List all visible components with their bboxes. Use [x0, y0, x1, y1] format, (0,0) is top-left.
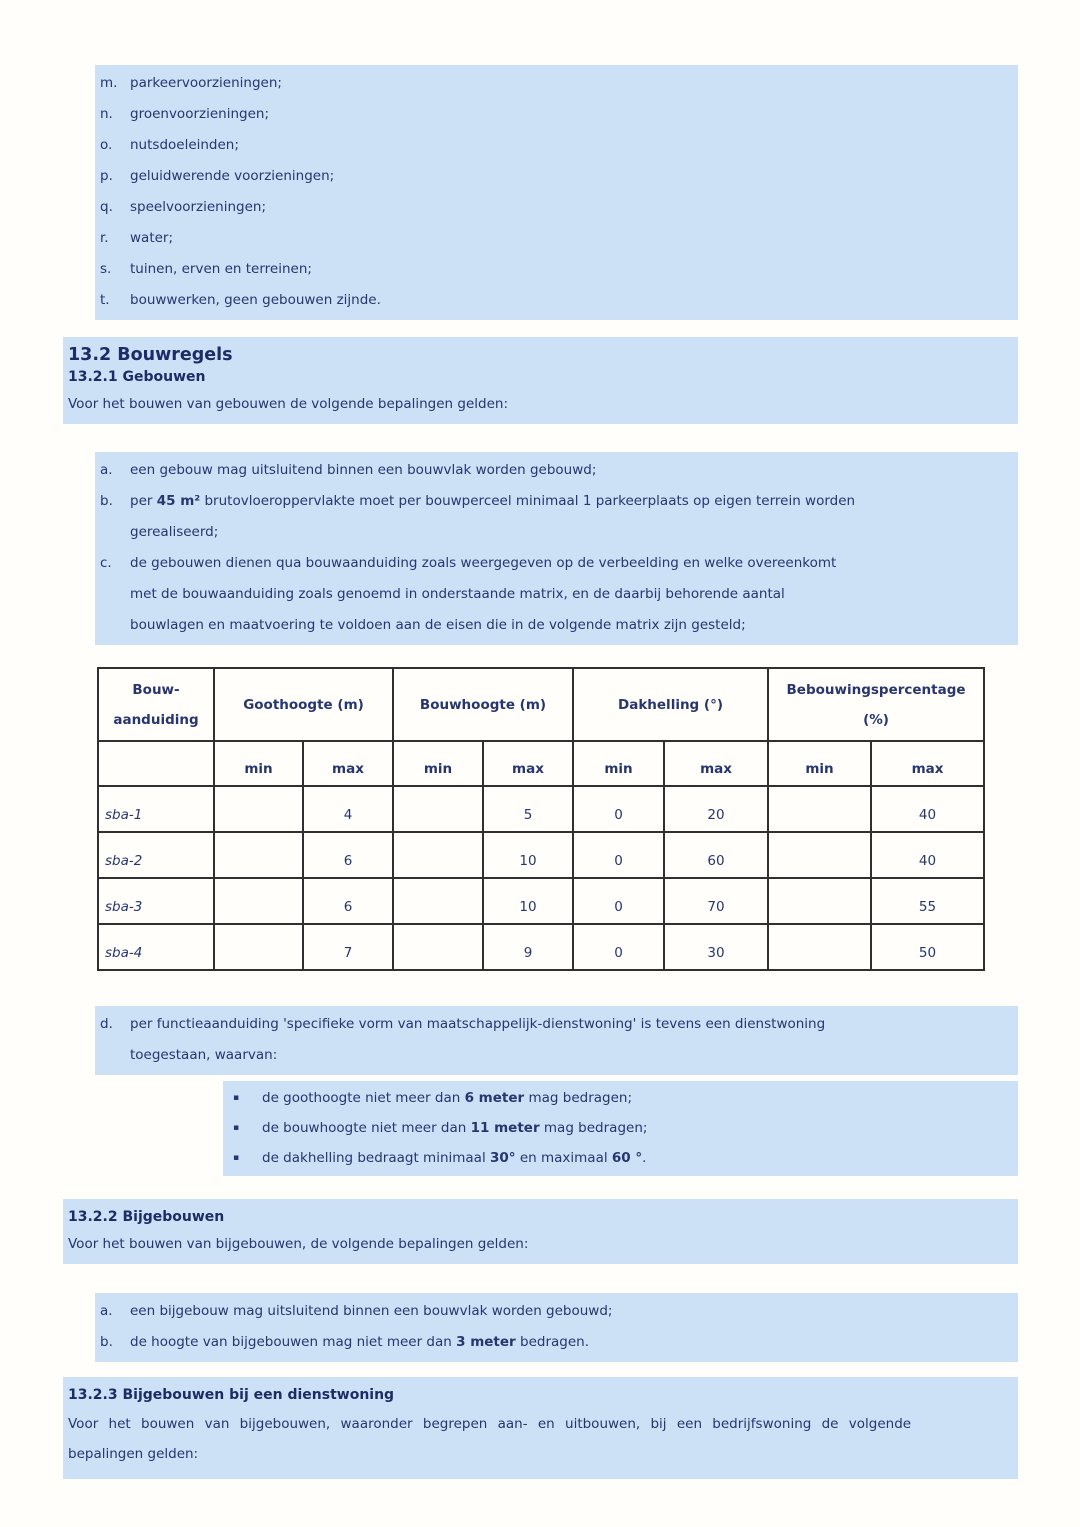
- max-header: max: [664, 741, 768, 786]
- list-item: [100, 161, 1014, 192]
- rule-item-b: [100, 486, 1014, 548]
- bullet-item: [233, 1083, 1014, 1113]
- list-item-label: r.: [100, 230, 109, 246]
- list-item-label: o.: [100, 137, 113, 153]
- cell-value: 55: [871, 878, 984, 924]
- bullet-item: [233, 1113, 1014, 1143]
- rules-list-gebouwen: [95, 452, 1018, 645]
- list-item-label: p.: [100, 168, 113, 184]
- list-item-text: geluidwerende voorzieningen;: [130, 168, 335, 184]
- list-item-label: s.: [100, 261, 112, 277]
- subsection-title: 13.2.3 Bijgebouwen bij een dienstwoning: [68, 1387, 395, 1403]
- rule-item-label: c.: [100, 555, 112, 571]
- cell-value: 40: [871, 786, 984, 832]
- rules-list-bijgebouwen: [95, 1293, 1018, 1362]
- subsection-title: 13.2.2 Bijgebouwen: [68, 1209, 225, 1225]
- list-item: [100, 223, 1014, 254]
- cell-value: [214, 786, 303, 832]
- dienstwoning-bullet-list: [223, 1081, 1018, 1176]
- cell-value: 40: [871, 832, 984, 878]
- cell-value: [768, 832, 871, 878]
- section-13-2-3-bijgebouwen-dienstwoning: [63, 1377, 1018, 1479]
- list-item: [100, 99, 1014, 130]
- cell-value: 6: [303, 878, 393, 924]
- section-13-2-bouwregels: [63, 337, 1018, 424]
- section-intro: Voor het bouwen van gebouwen de volgende bepalingen gelden:: [68, 396, 509, 412]
- list-item-text: groenvoorzieningen;: [130, 106, 269, 122]
- cell-value: 0: [573, 832, 664, 878]
- cell-value: [393, 832, 483, 878]
- min-header: min: [214, 741, 303, 786]
- rule-item-a: [100, 1296, 1014, 1327]
- bestemming-list-m-t: [95, 65, 1018, 320]
- min-header: min: [573, 741, 664, 786]
- table-row: [98, 786, 984, 832]
- rule-item-d-block: [95, 1006, 1018, 1075]
- rule-item-label: b.: [100, 493, 113, 509]
- table-subheader-row: [98, 741, 984, 786]
- rule-item-text: de hoogte van bijgebouwen mag niet meer dan 3 meter bedragen.: [130, 1334, 589, 1350]
- cell-value: 7: [303, 924, 393, 970]
- list-item-text: water;: [130, 230, 174, 246]
- list-item-text: tuinen, erven en terreinen;: [130, 261, 312, 277]
- min-header: min: [768, 741, 871, 786]
- rule-item-label: d.: [100, 1016, 113, 1032]
- list-item-label: n.: [100, 106, 113, 122]
- list-item-text: bouwwerken, geen gebouwen zijnde.: [130, 292, 381, 308]
- bouwaanduiding-matrix-table: [97, 667, 985, 971]
- rule-item-label: b.: [100, 1334, 113, 1350]
- row-name: sba-2: [98, 832, 214, 878]
- cell-value: 0: [573, 878, 664, 924]
- empty-cell: [98, 741, 214, 786]
- header-bouwhoogte: Bouwhoogte (m): [393, 668, 573, 741]
- rule-item-text: een bijgebouw mag uitsluitend binnen een bouwvlak worden gebouwd;: [130, 1303, 613, 1319]
- rule-item-text: per functieaanduiding 'specifieke vorm van maatschappelijk-dienstwoning' is tevens een dienstwoning toegestaan, waarvan:: [130, 1016, 826, 1063]
- cell-value: 30: [664, 924, 768, 970]
- table-row: [98, 832, 984, 878]
- section-intro: Voor het bouwen van bijgebouwen, waaronder begrepen aan- en uitbouwen, bij een bedrijfswoning de volgende bepalingen gelden:: [68, 1416, 912, 1462]
- rule-item-c: [100, 548, 1014, 641]
- section-title: 13.2 Bouwregels: [68, 345, 233, 365]
- header-goothoogte: Goothoogte (m): [214, 668, 393, 741]
- header-bouwaanduiding: Bouw- aanduiding: [98, 668, 214, 741]
- list-item: [100, 68, 1014, 99]
- cell-value: [768, 878, 871, 924]
- list-item: [100, 192, 1014, 223]
- cell-value: 70: [664, 878, 768, 924]
- cell-value: [214, 924, 303, 970]
- cell-value: 0: [573, 924, 664, 970]
- square-bullet-icon: ▪: [233, 1153, 240, 1163]
- list-item: [100, 285, 1014, 316]
- header-bebouwingspercentage: Bebouwingspercentage (%): [768, 668, 984, 741]
- rule-item-label: a.: [100, 462, 113, 478]
- min-header: min: [393, 741, 483, 786]
- list-item-label: t.: [100, 292, 110, 308]
- list-item-text: parkeervoorzieningen;: [130, 75, 282, 91]
- section-intro: Voor het bouwen van bijgebouwen, de volgende bepalingen gelden:: [68, 1236, 529, 1252]
- list-item-label: q.: [100, 199, 113, 215]
- max-header: max: [871, 741, 984, 786]
- rule-item-text: de gebouwen dienen qua bouwaanduiding zoals weergegeven op de verbeelding en welke overeenkomt met de bouwaanduiding zoals genoemd in onderstaande matrix, en de daarbij behorende aantal bouwlagen en maatvoering te voldoen aan de eisen die in de volgende matrix zijn gesteld;: [130, 555, 837, 633]
- list-item-text: nutsdoeleinden;: [130, 137, 239, 153]
- cell-value: [768, 786, 871, 832]
- cell-value: [393, 786, 483, 832]
- cell-value: [214, 832, 303, 878]
- list-item: [100, 254, 1014, 285]
- row-name: sba-4: [98, 924, 214, 970]
- table-header-row: [98, 668, 984, 741]
- table-row: [98, 924, 984, 970]
- bullet-item-text: de bouwhoogte niet meer dan 11 meter mag bedragen;: [262, 1120, 648, 1136]
- row-name: sba-3: [98, 878, 214, 924]
- bullet-item-text: de goothoogte niet meer dan 6 meter mag bedragen;: [262, 1090, 632, 1106]
- rule-item-label: a.: [100, 1303, 113, 1319]
- cell-value: 10: [483, 832, 573, 878]
- rule-item-a: [100, 455, 1014, 486]
- cell-value: 5: [483, 786, 573, 832]
- max-header: max: [303, 741, 393, 786]
- header-dakhelling: Dakhelling (°): [573, 668, 768, 741]
- list-item-text: speelvoorzieningen;: [130, 199, 267, 215]
- rule-item-text: een gebouw mag uitsluitend binnen een bouwvlak worden gebouwd;: [130, 462, 597, 478]
- cell-value: 4: [303, 786, 393, 832]
- cell-value: 10: [483, 878, 573, 924]
- square-bullet-icon: ▪: [233, 1123, 240, 1133]
- rule-item-text: per 45 m² brutovloeroppervlakte moet per bouwperceel minimaal 1 parkeerplaats op eigen terrein worden gerealiseerd;: [130, 493, 856, 540]
- cell-value: 0: [573, 786, 664, 832]
- cell-value: [393, 878, 483, 924]
- cell-value: 50: [871, 924, 984, 970]
- section-13-2-2-bijgebouwen: [63, 1199, 1018, 1264]
- cell-value: 60: [664, 832, 768, 878]
- subsection-title: 13.2.1 Gebouwen: [68, 369, 206, 385]
- list-item-label: m.: [100, 75, 118, 91]
- rule-item-b: [100, 1327, 1014, 1358]
- cell-value: 20: [664, 786, 768, 832]
- list-item: [100, 130, 1014, 161]
- bullet-item-text: de dakhelling bedraagt minimaal 30° en maximaal 60 °.: [262, 1150, 647, 1166]
- bullet-item: [233, 1143, 1014, 1173]
- square-bullet-icon: ▪: [233, 1093, 240, 1103]
- cell-value: 6: [303, 832, 393, 878]
- cell-value: [393, 924, 483, 970]
- table-row: [98, 878, 984, 924]
- cell-value: [768, 924, 871, 970]
- max-header: max: [483, 741, 573, 786]
- rule-item-d: [100, 1009, 1014, 1071]
- cell-value: [214, 878, 303, 924]
- row-name: sba-1: [98, 786, 214, 832]
- cell-value: 9: [483, 924, 573, 970]
